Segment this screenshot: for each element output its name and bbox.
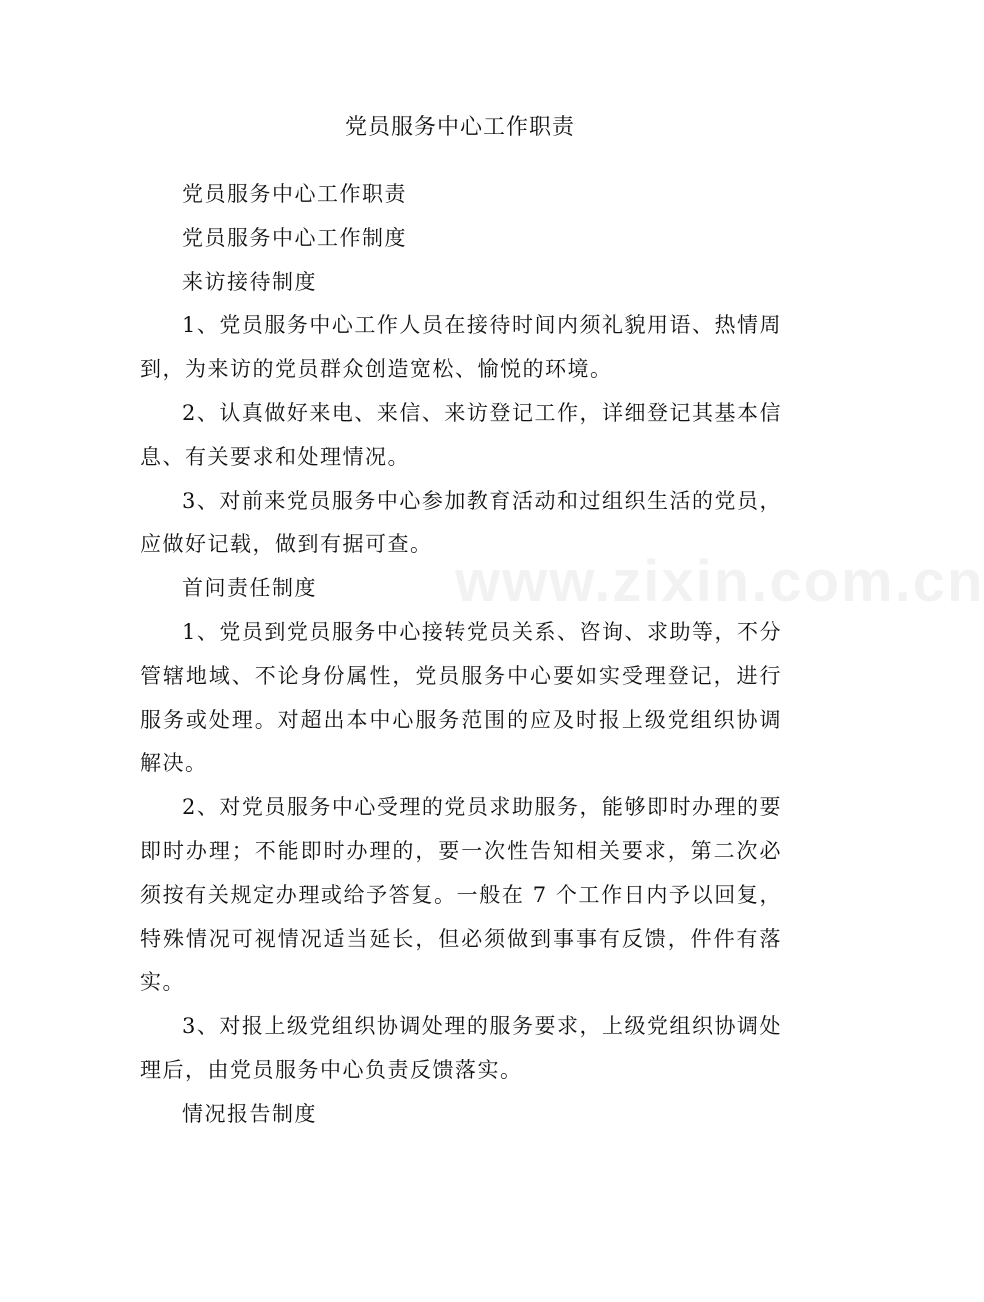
section-heading-report: 情况报告制度 — [182, 1101, 317, 1126]
paragraph: 3、对报上级党组织协调处理的服务要求，上级党组织协调处理后，由党员服务中心负责反馈落实。 — [140, 1014, 782, 1082]
document-title: 党员服务中心工作职责 — [344, 115, 575, 140]
section-heading-reception: 来访接待制度 — [182, 269, 317, 294]
paragraph: 2、认真做好来电、来信、来访登记工作，详细登记其基本信息、有关要求和处理情况。 — [140, 400, 782, 469]
paragraph: 2、对党员服务中心受理的党员求助服务，能够即时办理的要即时办理；不能即时办理的，要一次性告知相关要求，第二次必须按有关规定办理或给予答复。一般在 7 个工作日内予以回复，特殊情况可视情况适当延长，但必须做到事事有反馈，件件有落实。 — [140, 795, 782, 995]
paragraph-heading: 党员服务中心工作制度 — [182, 225, 407, 250]
paragraph: 3、对前来党员服务中心参加教育活动和过组织生活的党员，应做好记载，做到有据可查。 — [140, 488, 782, 557]
watermark: www.zixin.com.cn — [455, 549, 984, 614]
section-heading-first-inquiry: 首问责任制度 — [182, 576, 317, 601]
paragraph: 1、党员服务中心工作人员在接待时间内须礼貌用语、热情周到，为来访的党员群众创造宽松、愉悦的环境。 — [140, 313, 782, 382]
paragraph: 1、党员到党员服务中心接转党员关系、咨询、求助等，不分管辖地域、不论身份属性，党员服务中心要如实受理登记，进行服务或处理。对超出本中心服务范围的应及时报上级党组织协调解决。 — [140, 619, 782, 776]
paragraph-heading: 党员服务中心工作职责 — [182, 182, 407, 206]
document-body — [140, 173, 782, 1137]
